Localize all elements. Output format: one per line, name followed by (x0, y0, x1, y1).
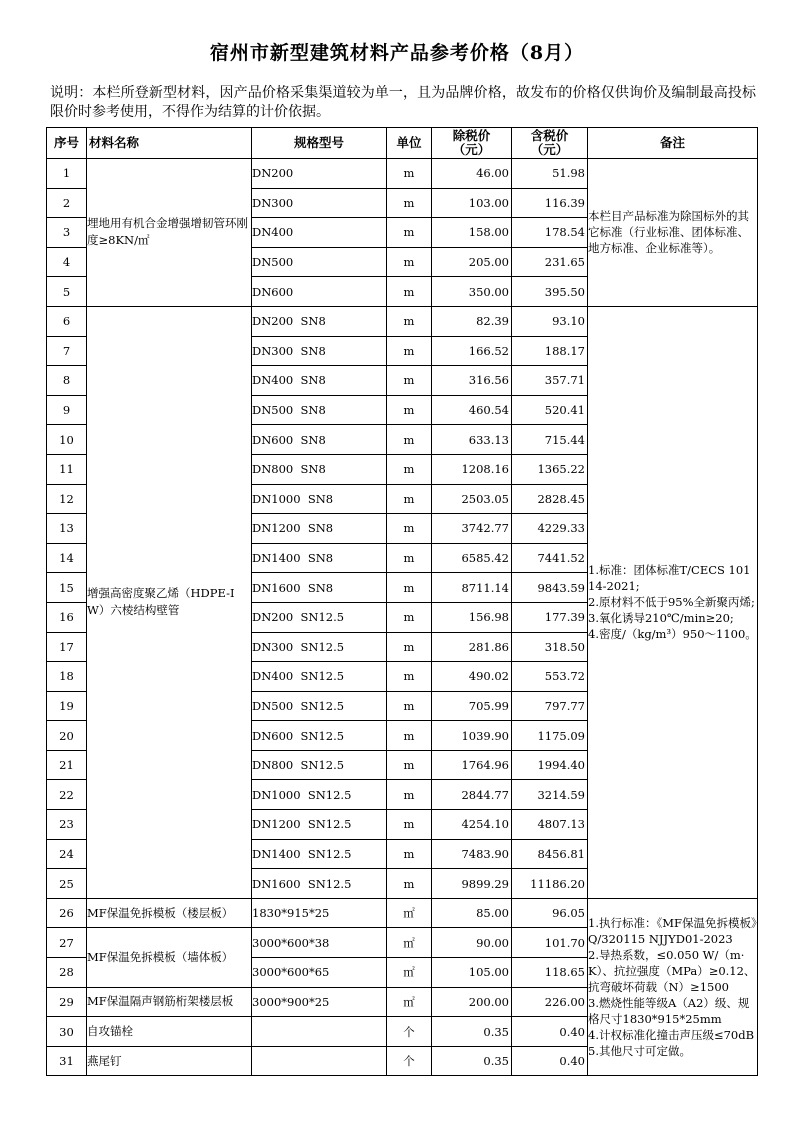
pre-tax-price-cell: 85.00 (432, 898, 512, 928)
unit-cell: m (387, 602, 432, 632)
with-tax-price-cell: 11186.20 (512, 869, 588, 899)
remark-line: 4.密度/（kg/m³）950～1100。 (588, 627, 757, 642)
seq-cell: 21 (47, 750, 87, 780)
spec-cell: DN800 SN12.5 (252, 750, 387, 780)
material-name-cell: MF保温免拆模板（楼层板） (87, 898, 252, 928)
spec-cell: DN300 (252, 188, 387, 218)
spec-cell: 3000*600*38 (252, 928, 387, 958)
pre-tax-price-cell: 4254.10 (432, 810, 512, 840)
unit-cell: m (387, 839, 432, 869)
remark-line: 1.执行标准：《MF保温免拆模板》Q/320115 NJJYD01-2023 (588, 916, 757, 947)
unit-cell: m (387, 691, 432, 721)
table-body (47, 159, 758, 1076)
with-tax-price-cell: 715.44 (512, 425, 588, 455)
table-row (47, 306, 758, 336)
seq-cell: 18 (47, 662, 87, 692)
spec-cell: 3000*900*25 (252, 987, 387, 1017)
header-unit: 单位 (387, 128, 432, 159)
with-tax-price-cell: 520.41 (512, 395, 588, 425)
remark-line: 1.标准：团体标准T/CECS 10114-2021; (588, 563, 751, 594)
unit-cell: m (387, 277, 432, 307)
seq-cell: 6 (47, 306, 87, 336)
with-tax-price-cell: 96.05 (512, 898, 588, 928)
with-tax-price-cell: 7441.52 (512, 543, 588, 573)
table-row (47, 159, 758, 189)
spec-cell: DN400 SN12.5 (252, 662, 387, 692)
pre-tax-price-cell: 46.00 (432, 159, 512, 189)
seq-cell: 3 (47, 218, 87, 248)
pre-tax-price-cell: 7483.90 (432, 839, 512, 869)
unit-cell: m (387, 780, 432, 810)
material-name-cell: 自攻锚栓 (87, 1017, 252, 1047)
remark-line: 2.导热系数，≤0.050 W/（m·K）、抗拉强度（MPa）≥0.12、抗弯破坏荷载（N）≥1500 (588, 948, 756, 995)
pre-tax-price-cell: 281.86 (432, 632, 512, 662)
pre-tax-price-cell: 1208.16 (432, 454, 512, 484)
header-spec: 规格型号 (252, 128, 387, 159)
with-tax-price-cell: 318.50 (512, 632, 588, 662)
with-tax-price-cell: 231.65 (512, 247, 588, 277)
unit-cell: m (387, 454, 432, 484)
spec-cell: DN200 (252, 159, 387, 189)
with-tax-price-cell: 2828.45 (512, 484, 588, 514)
header-with-tax: 含税价 （元） (512, 128, 588, 159)
unit-cell: ㎡ (387, 898, 432, 928)
seq-cell: 31 (47, 1046, 87, 1076)
spec-cell: DN1000 SN12.5 (252, 780, 387, 810)
unit-cell: m (387, 573, 432, 603)
material-name-cell: 燕尾钉 (87, 1046, 252, 1076)
unit-cell: m (387, 484, 432, 514)
unit-cell: m (387, 543, 432, 573)
unit-cell: ㎡ (387, 958, 432, 988)
pre-tax-price-cell: 9899.29 (432, 869, 512, 899)
spec-cell: DN600 SN8 (252, 425, 387, 455)
unit-cell: m (387, 869, 432, 899)
pre-tax-price-cell: 3742.77 (432, 514, 512, 544)
unit-cell: m (387, 721, 432, 751)
spec-cell: DN400 (252, 218, 387, 248)
unit-cell: m (387, 750, 432, 780)
with-tax-price-cell: 4807.13 (512, 810, 588, 840)
with-tax-price-cell: 93.10 (512, 306, 588, 336)
seq-cell: 13 (47, 514, 87, 544)
spec-cell: DN500 SN12.5 (252, 691, 387, 721)
pre-tax-price-cell: 633.13 (432, 425, 512, 455)
pre-tax-price-cell: 105.00 (432, 958, 512, 988)
unit-cell: m (387, 218, 432, 248)
pre-tax-price-cell: 316.56 (432, 366, 512, 396)
unit-cell: m (387, 306, 432, 336)
spec-cell: DN300 SN8 (252, 336, 387, 366)
with-tax-price-cell: 51.98 (512, 159, 588, 189)
pre-tax-price-cell: 82.39 (432, 306, 512, 336)
with-tax-price-cell: 118.65 (512, 958, 588, 988)
pre-tax-price-cell: 158.00 (432, 218, 512, 248)
with-tax-price-cell: 188.17 (512, 336, 588, 366)
pre-tax-price-cell: 460.54 (432, 395, 512, 425)
spec-cell: DN200 SN8 (252, 306, 387, 336)
seq-cell: 1 (47, 159, 87, 189)
spec-cell: DN1200 SN12.5 (252, 810, 387, 840)
seq-cell: 2 (47, 188, 87, 218)
spec-cell (252, 1046, 387, 1076)
seq-cell: 4 (47, 247, 87, 277)
pre-tax-price-cell: 1039.90 (432, 721, 512, 751)
table-row (47, 898, 758, 928)
with-tax-price-cell: 1175.09 (512, 721, 588, 751)
remark-line: 4.计权标准化撞击声压级≤70dB (588, 1028, 755, 1043)
with-tax-price-cell: 116.39 (512, 188, 588, 218)
remark-line: 本栏目产品标准为除国标外的其它标准（行业标准、团体标准、地方标准、企业标准等）。 (588, 209, 749, 256)
remark-line: 2.原材料不低于95%全新聚丙烯; (588, 595, 755, 610)
seq-cell: 27 (47, 928, 87, 958)
pre-tax-price-cell: 350.00 (432, 277, 512, 307)
spec-cell: DN300 SN12.5 (252, 632, 387, 662)
pre-tax-price-cell: 1764.96 (432, 750, 512, 780)
seq-cell: 5 (47, 277, 87, 307)
unit-cell: 个 (387, 1046, 432, 1076)
with-tax-price-cell: 1365.22 (512, 454, 588, 484)
unit-cell: m (387, 425, 432, 455)
with-tax-price-cell: 553.72 (512, 662, 588, 692)
spec-cell: DN1400 SN8 (252, 543, 387, 573)
remarks-cell (588, 159, 758, 307)
pre-tax-price-cell: 156.98 (432, 602, 512, 632)
header-seq: 序号 (47, 128, 87, 159)
pre-tax-price-cell: 6585.42 (432, 543, 512, 573)
pre-tax-price-cell: 490.02 (432, 662, 512, 692)
document-note: 说明：本栏所登新型材料，因产品价格采集渠道较为单一，且为品牌价格，故发布的价格仅供询价及编制最高投标限价时参考使用，不得作为结算的计价依据。 (50, 85, 756, 120)
spec-cell (252, 1017, 387, 1047)
seq-cell: 20 (47, 721, 87, 751)
with-tax-price-cell: 177.39 (512, 602, 588, 632)
pre-tax-price-cell: 0.35 (432, 1046, 512, 1076)
seq-cell: 11 (47, 454, 87, 484)
unit-cell: m (387, 336, 432, 366)
header-pre-tax: 除税价 （元） (432, 128, 512, 159)
seq-cell: 17 (47, 632, 87, 662)
remarks-cell (588, 898, 758, 1076)
header-remarks: 备注 (588, 128, 758, 159)
spec-cell: DN1600 SN12.5 (252, 869, 387, 899)
remark-line: 3.氧化诱导210℃/min≥20; (588, 611, 734, 626)
seq-cell: 30 (47, 1017, 87, 1047)
unit-cell: m (387, 188, 432, 218)
seq-cell: 24 (47, 839, 87, 869)
pre-tax-price-cell: 103.00 (432, 188, 512, 218)
spec-cell: DN1200 SN8 (252, 514, 387, 544)
seq-cell: 23 (47, 810, 87, 840)
spec-cell: DN400 SN8 (252, 366, 387, 396)
with-tax-price-cell: 0.40 (512, 1017, 588, 1047)
material-name-cell: MF保温免拆模板（墙体板） (87, 928, 252, 987)
pre-tax-price-cell: 0.35 (432, 1017, 512, 1047)
table-header-row (47, 128, 758, 159)
remarks-cell (588, 306, 758, 898)
spec-cell: 1830*915*25 (252, 898, 387, 928)
seq-cell: 15 (47, 573, 87, 603)
with-tax-price-cell: 9843.59 (512, 573, 588, 603)
pre-tax-price-cell: 166.52 (432, 336, 512, 366)
spec-cell: DN600 SN12.5 (252, 721, 387, 751)
unit-cell: m (387, 247, 432, 277)
seq-cell: 26 (47, 898, 87, 928)
unit-cell: 个 (387, 1017, 432, 1047)
with-tax-price-cell: 1994.40 (512, 750, 588, 780)
spec-cell: DN1600 SN8 (252, 573, 387, 603)
seq-cell: 9 (47, 395, 87, 425)
pre-tax-price-cell: 8711.14 (432, 573, 512, 603)
seq-cell: 12 (47, 484, 87, 514)
with-tax-price-cell: 178.54 (512, 218, 588, 248)
document-title: 宿州市新型建筑材料产品参考价格（8月） (209, 42, 585, 64)
seq-cell: 29 (47, 987, 87, 1017)
material-name-cell: 埋地用有机合金增强增韧管环刚度≥8KN/㎡ (87, 159, 252, 307)
seq-cell: 14 (47, 543, 87, 573)
seq-cell: 19 (47, 691, 87, 721)
spec-cell: DN1400 SN12.5 (252, 839, 387, 869)
pre-tax-price-cell: 705.99 (432, 691, 512, 721)
seq-cell: 28 (47, 958, 87, 988)
seq-cell: 7 (47, 336, 87, 366)
seq-cell: 25 (47, 869, 87, 899)
unit-cell: m (387, 514, 432, 544)
material-name-cell: MF保温隔声钢筋桁架楼层板 (87, 987, 252, 1017)
with-tax-price-cell: 226.00 (512, 987, 588, 1017)
with-tax-price-cell: 395.50 (512, 277, 588, 307)
with-tax-price-cell: 357.71 (512, 366, 588, 396)
spec-cell: DN200 SN12.5 (252, 602, 387, 632)
spec-cell: 3000*600*65 (252, 958, 387, 988)
with-tax-price-cell: 101.70 (512, 928, 588, 958)
pre-tax-price-cell: 90.00 (432, 928, 512, 958)
unit-cell: m (387, 810, 432, 840)
pre-tax-price-cell: 205.00 (432, 247, 512, 277)
seq-cell: 8 (47, 366, 87, 396)
unit-cell: m (387, 159, 432, 189)
material-name-cell: 增强高密度聚乙烯（HDPE-IW）六棱结构壁管 (87, 306, 252, 898)
with-tax-price-cell: 0.40 (512, 1046, 588, 1076)
remark-line: 5.其他尺寸可定做。 (588, 1044, 691, 1059)
seq-cell: 10 (47, 425, 87, 455)
with-tax-price-cell: 3214.59 (512, 780, 588, 810)
seq-cell: 16 (47, 602, 87, 632)
remark-line: 3.燃烧性能等级A（A2）级、规格尺寸1830*915*25mm (588, 996, 750, 1027)
spec-cell: DN500 (252, 247, 387, 277)
spec-cell: DN1000 SN8 (252, 484, 387, 514)
price-table (46, 127, 758, 1076)
unit-cell: m (387, 395, 432, 425)
unit-cell: m (387, 366, 432, 396)
unit-cell: ㎡ (387, 987, 432, 1017)
spec-cell: DN500 SN8 (252, 395, 387, 425)
pre-tax-price-cell: 2844.77 (432, 780, 512, 810)
spec-cell: DN600 (252, 277, 387, 307)
unit-cell: m (387, 632, 432, 662)
with-tax-price-cell: 8456.81 (512, 839, 588, 869)
pre-tax-price-cell: 200.00 (432, 987, 512, 1017)
with-tax-price-cell: 797.77 (512, 691, 588, 721)
with-tax-price-cell: 4229.33 (512, 514, 588, 544)
spec-cell: DN800 SN8 (252, 454, 387, 484)
pre-tax-price-cell: 2503.05 (432, 484, 512, 514)
unit-cell: ㎡ (387, 928, 432, 958)
seq-cell: 22 (47, 780, 87, 810)
header-name: 材料名称 (87, 128, 252, 159)
unit-cell: m (387, 662, 432, 692)
